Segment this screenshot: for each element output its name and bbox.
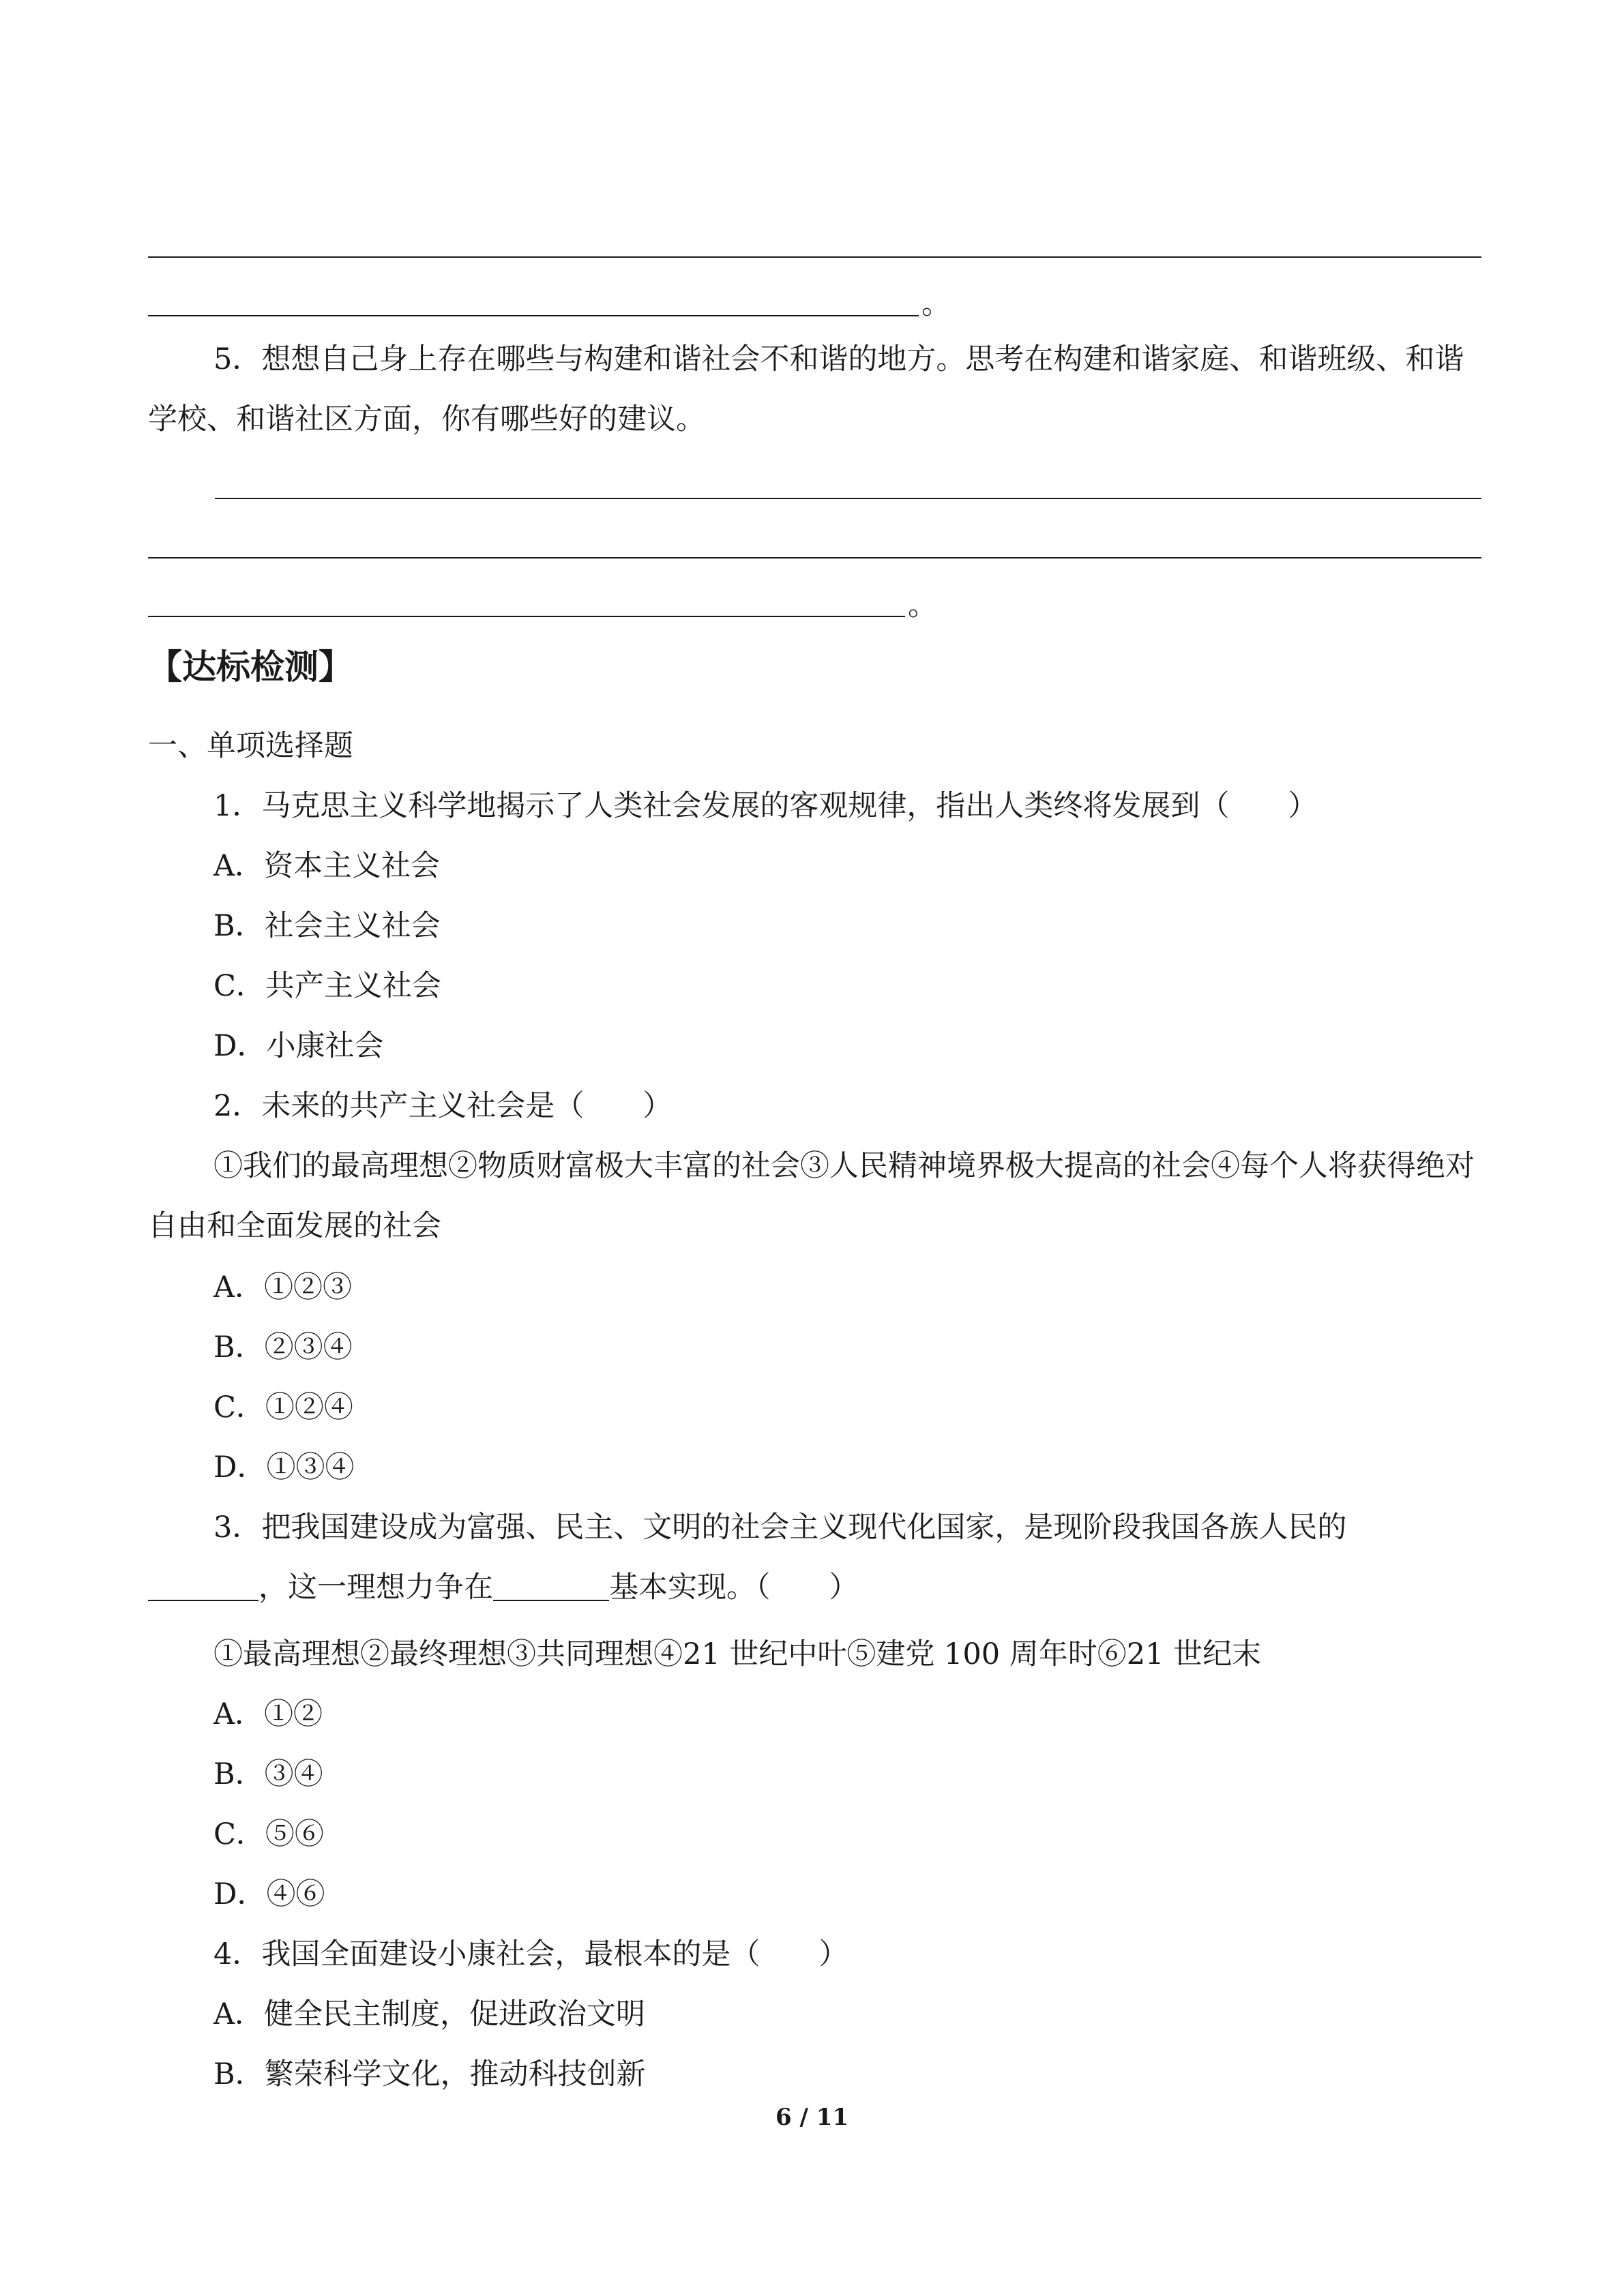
answer-line: [148, 315, 919, 316]
answer-line: [148, 557, 1481, 558]
question-4-stem: 4．我国全面建设小康社会，最根本的是（ ）: [213, 1937, 848, 1971]
question-4-option-a: A．健全民主制度，促进政治文明: [213, 1997, 646, 2031]
answer-line: [148, 616, 905, 617]
question-1-option-d: D．小康社会: [213, 1029, 384, 1063]
question-2-option-a: A．①②③: [213, 1270, 353, 1304]
question-2-option-b: B．②③④: [213, 1330, 353, 1365]
question-3-stem-end: 基本实现。（ ）: [609, 1570, 859, 1605]
question-3-option-a: A．①②: [213, 1697, 323, 1731]
question-3-stem-mid: ，这一理想力争在: [259, 1570, 493, 1605]
fill-blank: [148, 1572, 259, 1601]
question-2-option-c: C．①②④: [213, 1390, 353, 1425]
fill-blank: [493, 1572, 609, 1601]
answer-period: 。: [908, 588, 937, 623]
question-2-statements: ①我们的最高理想②物质财富极大丰富的社会③人民精神境界极大提高的社会④每个人将获得绝对自由和全面发展的社会: [148, 1149, 1475, 1243]
question-4-option-b: B．繁荣科学文化，推动科技创新: [213, 2057, 646, 2091]
question-5-text: 5．想想自己身上存在哪些与构建和谐社会不和谐的地方。思考在构建和谐家庭、和谐班级、和谐学校、和谐社区方面，你有哪些好的建议。: [148, 342, 1464, 436]
answer-period: 。: [921, 287, 951, 321]
question-3-stem-line2: [148, 1568, 859, 1607]
question-3-option-b: B．③④: [213, 1757, 323, 1791]
question-3-statements: ①最高理想②最终理想③共同理想④21 世纪中叶⑤建党 100 周年时⑥21 世纪末: [213, 1637, 1262, 1671]
page-number: 6 / 11: [775, 2104, 849, 2131]
answer-line: [148, 256, 1481, 258]
question-1-stem: 1．马克思主义科学地揭示了人类社会发展的客观规律，指出人类终将发展到（ ）: [213, 789, 1318, 823]
question-2-stem: 2．未来的共产主义社会是（ ）: [213, 1089, 673, 1123]
question-1-option-a: A．资本主义社会: [213, 849, 441, 883]
part-one-title: 一、单项选择题: [148, 729, 353, 763]
section-title: 【达标检测】: [148, 647, 353, 687]
question-3-stem-line1: 3．把我国建设成为富强、民主、文明的社会主义现代化国家，是现阶段我国各族人民的: [213, 1510, 1347, 1545]
question-1-option-b: B．社会主义社会: [213, 909, 441, 943]
question-1-option-c: C．共产主义社会: [213, 969, 441, 1003]
answer-line: [215, 498, 1481, 499]
question-3-option-c: C．⑤⑥: [213, 1817, 324, 1851]
question-2-option-d: D．①③④: [213, 1450, 355, 1485]
question-3-option-d: D．④⑥: [213, 1877, 325, 1911]
